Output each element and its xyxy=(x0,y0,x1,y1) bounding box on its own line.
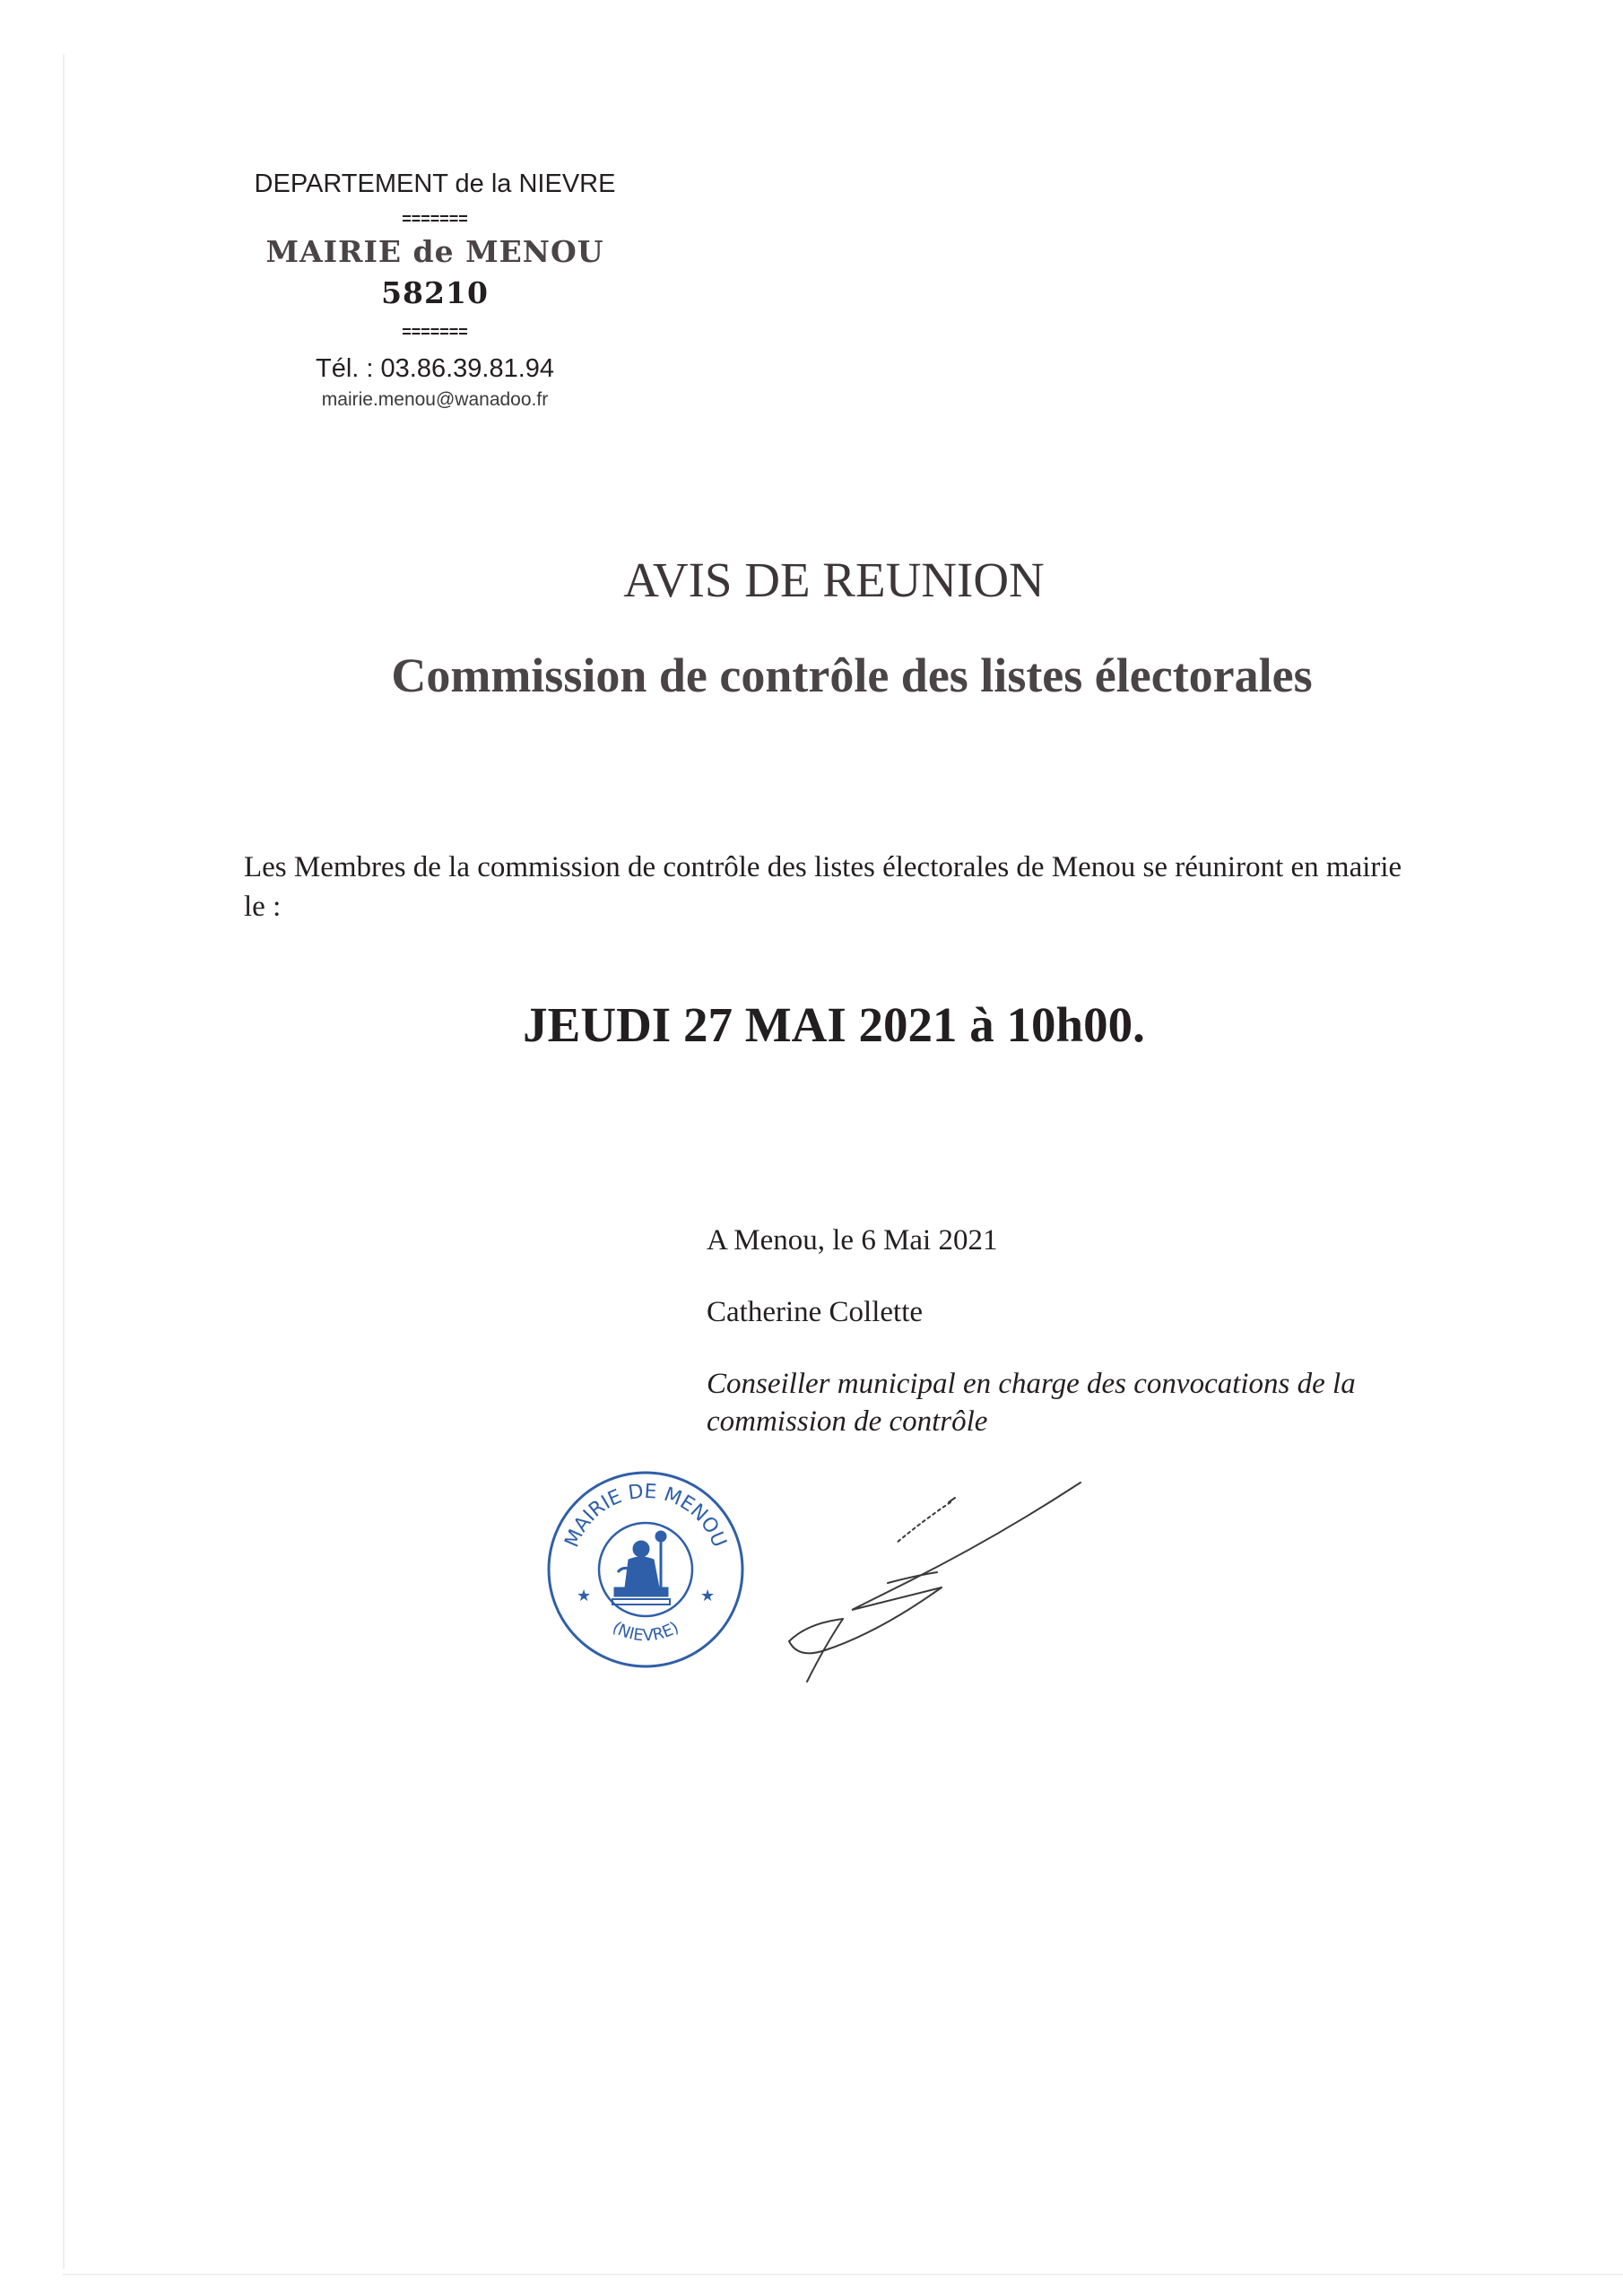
separator-top: ======= xyxy=(402,210,468,228)
signature-block xyxy=(707,1222,1442,1440)
separator-bottom: ======= xyxy=(402,323,468,341)
svg-text:★: ★ xyxy=(577,1587,592,1605)
handwritten-signature xyxy=(771,1475,1094,1695)
letterhead xyxy=(188,166,681,413)
signatory-role: Conseiller municipal en charge des convocations de la commission de contrôle xyxy=(707,1368,1356,1438)
email-address: mairie.menou@wanadoo.fr xyxy=(321,389,549,410)
svg-text:★: ★ xyxy=(700,1587,716,1605)
meeting-date: JEUDI 27 MAI 2021 à 10h00. xyxy=(523,997,1145,1052)
phone-number: Tél. : 03.86.39.81.94 xyxy=(315,354,555,383)
department-name: DEPARTEMENT de la NIEVRE xyxy=(254,170,616,198)
mairie-stamp xyxy=(542,1466,749,1673)
page-edge-bottom xyxy=(63,2274,1623,2275)
postcode: 58210 xyxy=(381,275,489,310)
page-edge-left xyxy=(63,54,65,2269)
notice-subtitle: Commission de contrôle des listes électorales xyxy=(391,648,1313,702)
place-date: A Menou, le 6 Mai 2021 xyxy=(707,1224,998,1257)
signatory-name: Catherine Collette xyxy=(707,1296,924,1328)
svg-text:MAIRIE DE MENOU: MAIRIE DE MENOU xyxy=(560,1480,731,1552)
notice-title: AVIS DE REUNION xyxy=(623,552,1045,607)
mairie-name: MAIRIE de MENOU xyxy=(265,234,604,269)
notice-intro: Les Membres de la commission de contrôle des listes électorales de Menou se réuniront en mairie le : xyxy=(244,851,1402,923)
svg-text:(NIEVRE): (NIEVRE) xyxy=(609,1618,682,1646)
